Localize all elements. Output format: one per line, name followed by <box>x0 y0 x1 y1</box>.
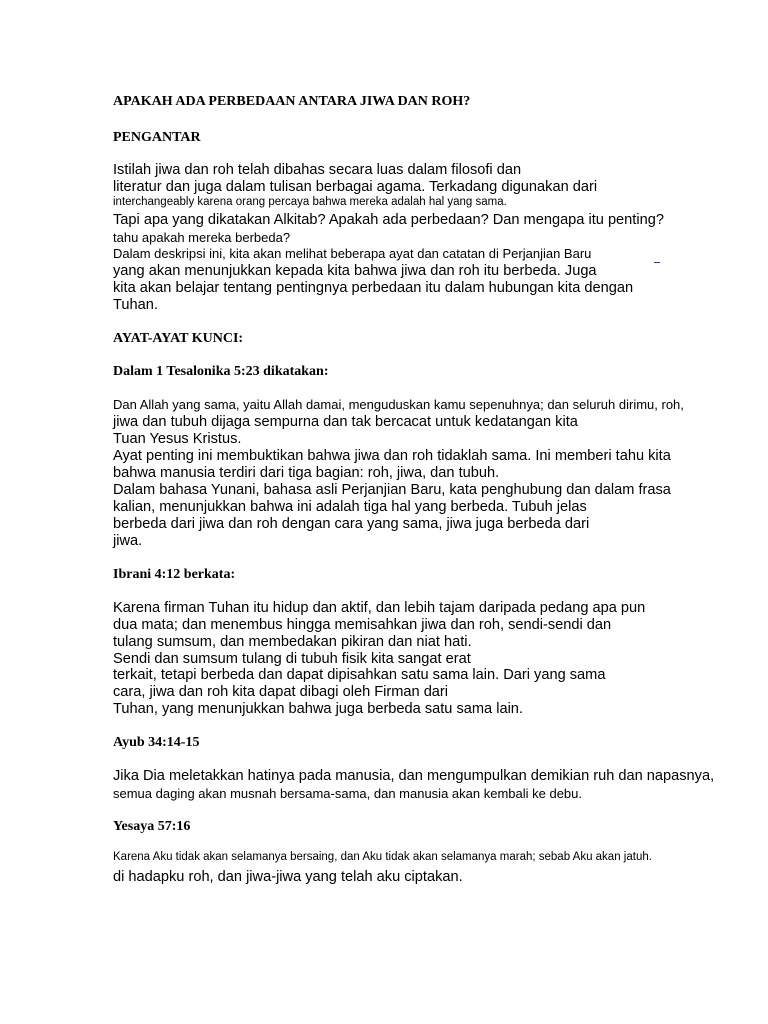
intro-line: yang akan menunjukkan kepada kita bahwa jiwa dan roh itu berbeda. Juga <box>113 263 597 279</box>
hebrews-line: Karena firman Tuhan itu hidup dan aktif, dan lebih tajam daripada pedang apa pun <box>113 600 646 616</box>
thessalonians-line: kalian, menunjukkan bahwa ini adalah tiga hal yang berbeda. Tubuh jelas <box>113 499 587 515</box>
intro-line: kita akan belajar tentang pentingnya perbedaan itu dalam hubungan kita dengan <box>113 280 634 296</box>
intro-heading: PENGANTAR <box>113 130 201 145</box>
thessalonians-line: berbeda dari jiwa dan roh dengan cara yang sama, jiwa juga berbeda dari <box>113 516 590 532</box>
key-verses-heading: AYAT-AYAT KUNCI: <box>113 331 244 346</box>
document-title: APAKAH ADA PERBEDAAN ANTARA JIWA DAN ROH? <box>113 94 471 109</box>
job-line: Jika Dia meletakkan hatinya pada manusia, dan mengumpulkan demikian ruh dan napasnya, <box>113 768 715 784</box>
isaiah-line: di hadapku roh, dan jiwa-jiwa yang telah aku ciptakan. <box>113 869 463 885</box>
hebrews-line: dua mata; dan menembus hingga memisahkan jiwa dan roh, sendi-sendi dan <box>113 617 612 633</box>
footnote-link[interactable] <box>654 252 660 263</box>
intro-line: interchangeably karena orang percaya bahwa mereka adalah hal yang sama. <box>113 196 507 208</box>
intro-line: Istilah jiwa dan roh telah dibahas secara luas dalam filosofi dan <box>113 162 522 178</box>
hebrews-line: Sendi dan sumsum tulang di tubuh fisik kita sangat erat <box>113 651 471 667</box>
thessalonians-line: jiwa dan tubuh dijaga sempurna dan tak bercacat untuk kedatangan kita <box>113 414 578 430</box>
intro-line: tahu apakah mereka berbeda? <box>113 230 291 245</box>
thessalonians-heading: Dalam 1 Tesalonika 5:23 dikatakan: <box>113 364 329 379</box>
isaiah-line: Karena Aku tidak akan selamanya bersaing, dan Aku tidak akan selamanya marah; sebab Aku akan jatuh. <box>113 851 652 863</box>
thessalonians-line: Dan Allah yang sama, yaitu Allah damai, menguduskan kamu sepenuhnya; dan seluruh dirimu, roh, <box>113 397 684 412</box>
intro-line: Tuhan. <box>113 297 158 313</box>
thessalonians-line: Dalam bahasa Yunani, bahasa asli Perjanjian Baru, kata penghubung dan dalam frasa <box>113 482 671 498</box>
job-line: semua daging akan musnah bersama-sama, dan manusia akan kembali ke debu. <box>113 786 582 801</box>
hebrews-line: Tuhan, yang menunjukkan bahwa juga berbeda satu sama lain. <box>113 701 523 717</box>
job-heading: Ayub 34:14-15 <box>113 735 200 750</box>
thessalonians-line: bahwa manusia terdiri dari tiga bagian: roh, jiwa, dan tubuh. <box>113 465 500 481</box>
thessalonians-line: jiwa. <box>113 533 143 549</box>
isaiah-heading: Yesaya 57:16 <box>113 819 191 834</box>
hebrews-line: terkait, tetapi berbeda dan dapat dipisahkan satu sama lain. Dari yang sama <box>113 667 606 683</box>
thessalonians-line: Ayat penting ini membuktikan bahwa jiwa dan roh tidaklah sama. Ini memberi tahu kita <box>113 448 671 464</box>
hebrews-heading: Ibrani 4:12 berkata: <box>113 567 236 582</box>
intro-line: Dalam deskripsi ini, kita akan melihat beberapa ayat dan catatan di Perjanjian Baru <box>113 246 592 261</box>
hebrews-line: tulang sumsum, dan membedakan pikiran dan niat hati. <box>113 634 472 650</box>
thessalonians-line: Tuan Yesus Kristus. <box>113 431 242 447</box>
intro-line: Tapi apa yang dikatakan Alkitab? Apakah ada perbedaan? Dan mengapa itu penting? <box>113 212 664 228</box>
hebrews-line: cara, jiwa dan roh kita dapat dibagi oleh Firman dari <box>113 684 449 700</box>
intro-line: literatur dan juga dalam tulisan berbagai agama. Terkadang digunakan dari <box>113 179 598 195</box>
